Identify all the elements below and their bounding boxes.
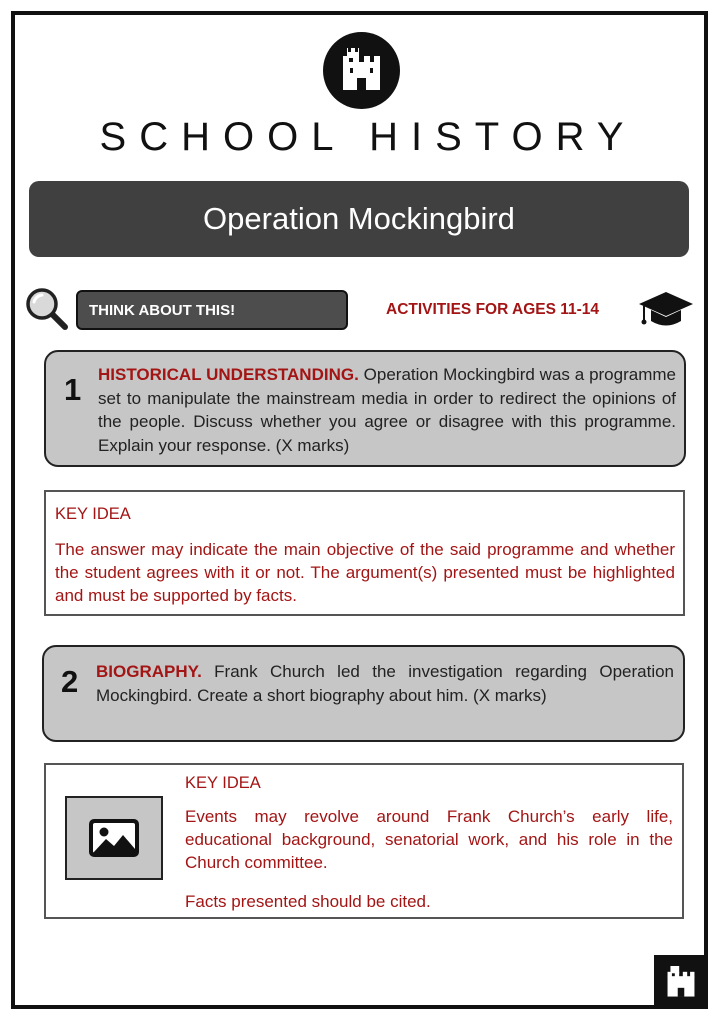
image-placeholder: [65, 796, 163, 880]
key-idea-heading: KEY IDEA: [185, 774, 261, 792]
key-idea-text: Events may revolve around Frank Church’s early life, educational background, senatorial work, and his role in the Church committee.: [185, 807, 673, 872]
question-number: 1: [64, 372, 82, 407]
corner-logo: [654, 955, 708, 1009]
question-number: 2: [61, 664, 79, 699]
castle-icon: [341, 48, 382, 92]
question-lead: BIOGRAPHY.: [96, 662, 202, 681]
page-title: Operation Mockingbird: [29, 181, 689, 257]
question-text: [96, 660, 674, 707]
question-body: Frank Church led the investigation regarding Operation Mockingbird. Create a short biography about him. (X marks): [96, 662, 674, 705]
magnifier-icon: [25, 287, 69, 331]
activities-age-label: ACTIVITIES FOR AGES 11-14: [386, 301, 600, 318]
question-text: [98, 363, 676, 457]
graduation-cap-icon: [638, 290, 694, 330]
castle-icon: [666, 966, 696, 998]
question-1-card: [44, 350, 686, 467]
question-lead: HISTORICAL UNDERSTANDING.: [98, 365, 359, 384]
brand-name: SCHOOL HISTORY: [99, 115, 637, 159]
think-about-this-label: THINK ABOUT THIS!: [76, 290, 348, 330]
answer-1-key-idea: [44, 490, 685, 616]
key-idea-text: The answer may indicate the main objective of the said programme and whether the student agrees with it or not. The argument(s) presented must be highlighted and must be supported by facts.: [55, 540, 675, 605]
school-history-logo: [323, 32, 400, 109]
question-2-card: [42, 645, 685, 742]
key-idea-text-2: Facts presented should be cited.: [185, 892, 431, 911]
question-body: Operation Mockingbird was a programme set to manipulate the mainstream media in order to redirect the opinions of the people. Discuss whether you agree or disagree with this programme. Explain your response. (X marks): [98, 365, 676, 455]
image-icon: [88, 818, 140, 858]
key-idea-heading: KEY IDEA: [55, 505, 131, 523]
